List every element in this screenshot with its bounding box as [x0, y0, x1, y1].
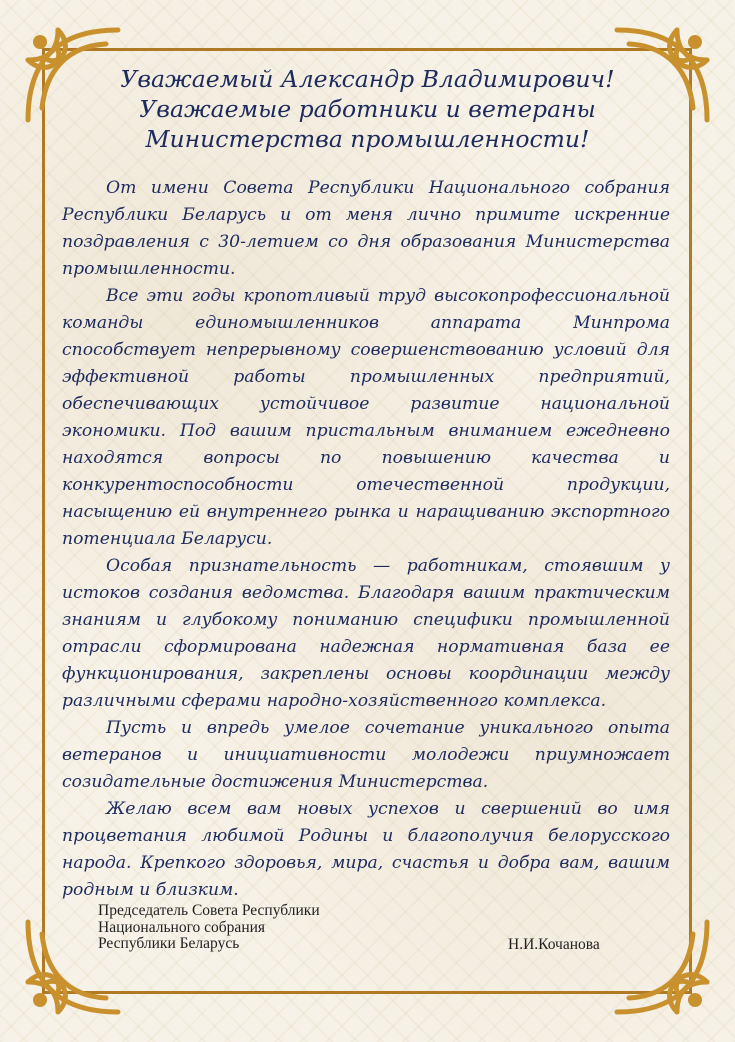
- greeting-line-1: Уважаемый Александр Владимирович!: [120, 65, 615, 93]
- signature-line-1: Председатель Совета Республики: [98, 902, 320, 919]
- paragraph-1: От имени Совета Республики Национального собрания Республики Беларусь и от меня лично примите искренние поздравления с 30-летием со дня образования Министерства промышленности.: [62, 178, 670, 279]
- signature-line-2: Национального собрания: [98, 918, 266, 936]
- paragraph-4: Пусть и впредь умелое сочетание уникального опыта ветеранов и инициативности молодежи приумножает созидательные достижения Министерства.: [62, 718, 670, 792]
- signature-line-3: Республики Беларусь: [98, 935, 240, 952]
- paragraph-5: Желаю всем вам новых успехов и свершений во имя процветания любимой Родины и благополучия белорусского народа. Крепкого здоровья, мира, счастья и добра вам, вашим родным и близким.: [62, 799, 670, 900]
- paragraph-2: Все эти годы кропотливый труд высокопрофессиональной команды единомышленников аппарата Минпрома способствует непрерывному совершенствованию условий для эффективной работы промышленных предприятий, обеспечивающих устойчивое развитие национальной экономики. Под вашим пристальным вниманием ежедневно находятся вопросы по повышению качества и конкурентоспособности отечественной продукции, насыщению ей внутреннего рынка и наращиванию экспортного потенциала Беларуси.: [62, 286, 670, 549]
- letter-body: [62, 175, 670, 904]
- greeting-line-2: Уважаемые работники и ветераны: [139, 95, 596, 123]
- greeting-line-3: Министерства промышленности!: [145, 125, 590, 153]
- signatory-name: Н.И.Кочанова: [508, 936, 600, 953]
- greeting-heading: [90, 64, 645, 154]
- paragraph-3: Особая признательность — работникам, стоявшим у истоков создания ведомства. Благодаря вашим практическим знаниям и глубокому пониманию специфики промышленной отрасли сформирована надежная нормативная база ее функционирования, закреплены основы координации между различными сферами народно-хозяйственного комплекса.: [62, 556, 670, 711]
